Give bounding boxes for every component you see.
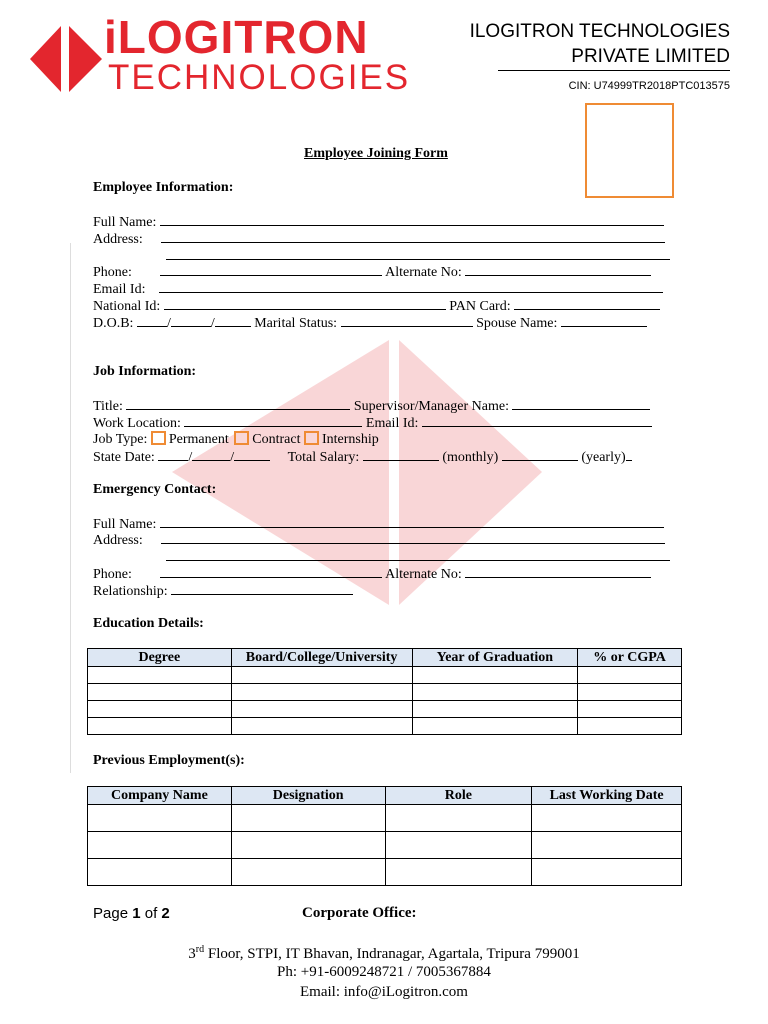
table-cell[interactable] <box>88 832 232 859</box>
job-type-row: Job Type: Permanent Contract Internship <box>93 432 379 447</box>
em-full-name-field[interactable] <box>160 515 664 528</box>
table-cell[interactable] <box>231 832 385 859</box>
table-cell[interactable] <box>88 859 232 886</box>
education-heading: Education Details: <box>93 616 204 631</box>
page-indicator: Page 1 of 2 <box>93 905 170 922</box>
employee-info-heading: Employee Information: <box>93 180 234 195</box>
yearly-salary-field[interactable] <box>502 448 578 461</box>
table-cell[interactable] <box>88 718 232 735</box>
full-name-row: Full Name: <box>93 213 664 231</box>
table-cell[interactable] <box>532 859 682 886</box>
table-row <box>88 684 682 701</box>
relationship-row: Relationship: <box>93 582 353 600</box>
table-cell[interactable] <box>412 701 578 718</box>
education-table <box>87 648 682 735</box>
table-cell[interactable] <box>532 805 682 832</box>
phone-field[interactable] <box>160 263 382 276</box>
col-degree: Degree <box>88 649 232 667</box>
office-phone: Ph: +91-6009248721 / 7005367884 <box>277 964 491 980</box>
table-cell[interactable] <box>578 718 682 735</box>
col-year: Year of Graduation <box>412 649 578 667</box>
emergency-heading: Emergency Contact: <box>93 482 217 497</box>
em-alternate-no-field[interactable] <box>465 565 651 578</box>
address-field-2[interactable] <box>166 247 670 260</box>
company-name-line2: PRIVATE LIMITED <box>571 46 730 67</box>
checkbox-permanent[interactable] <box>151 431 166 445</box>
table-cell[interactable] <box>231 667 412 684</box>
col-role: Role <box>385 787 532 805</box>
dob-month-field[interactable] <box>171 314 211 327</box>
col-cgpa: % or CGPA <box>578 649 682 667</box>
table-row <box>88 667 682 684</box>
table-row <box>88 859 682 886</box>
col-board: Board/College/University <box>231 649 412 667</box>
table-row <box>88 718 682 735</box>
table-cell[interactable] <box>88 805 232 832</box>
em-phone-row: Phone: Alternate No: <box>93 565 651 583</box>
em-address-field-1[interactable] <box>161 531 665 544</box>
col-company: Company Name <box>88 787 232 805</box>
table-cell[interactable] <box>231 805 385 832</box>
table-cell[interactable] <box>385 859 532 886</box>
brand-subtitle: TECHNOLOGIES <box>108 58 411 97</box>
table-row <box>88 832 682 859</box>
table-header-row <box>88 649 682 667</box>
national-id-row: National Id: PAN Card: <box>93 297 660 315</box>
company-name-line1: ILOGITRON TECHNOLOGIES <box>469 21 730 42</box>
table-cell[interactable] <box>231 718 412 735</box>
checkbox-contract[interactable] <box>234 431 249 445</box>
table-cell[interactable] <box>412 684 578 701</box>
em-address-field-2[interactable] <box>166 548 670 561</box>
table-cell[interactable] <box>88 701 232 718</box>
table-cell[interactable] <box>231 859 385 886</box>
table-cell[interactable] <box>578 684 682 701</box>
job-title-field[interactable] <box>126 397 350 410</box>
alternate-no-field[interactable] <box>465 263 651 276</box>
em-full-name-row: Full Name: <box>93 515 664 533</box>
national-id-field[interactable] <box>164 297 446 310</box>
col-designation: Designation <box>231 787 385 805</box>
job-title-row: Title: Supervisor/Manager Name: <box>93 397 650 415</box>
dob-day-field[interactable] <box>137 314 167 327</box>
relationship-field[interactable] <box>171 582 353 595</box>
email-row: Email Id: <box>93 280 663 298</box>
checkbox-internship[interactable] <box>304 431 319 445</box>
phone-row: Phone: Alternate No: <box>93 263 651 281</box>
start-month-field[interactable] <box>192 448 230 461</box>
office-address: 3rd Floor, STPI, IT Bhavan, Indranagar, Agartala, Tripura 799001 <box>188 944 580 962</box>
start-day-field[interactable] <box>158 448 188 461</box>
table-cell[interactable] <box>231 684 412 701</box>
margin-line <box>70 243 71 773</box>
supervisor-field[interactable] <box>512 397 650 410</box>
photo-placeholder <box>585 103 674 198</box>
table-cell[interactable] <box>88 667 232 684</box>
address-field-1[interactable] <box>161 230 665 243</box>
start-year-field[interactable] <box>234 448 270 461</box>
employment-heading: Previous Employment(s): <box>93 753 245 768</box>
brand-name: iLOGITRON <box>104 11 369 63</box>
em-address-row: Address: <box>93 531 665 549</box>
table-header-row <box>88 787 682 805</box>
table-cell[interactable] <box>412 667 578 684</box>
logo-diamond-icon <box>28 24 104 94</box>
email-field[interactable] <box>159 280 663 293</box>
work-location-field[interactable] <box>184 414 362 427</box>
monthly-salary-field[interactable] <box>363 448 439 461</box>
full-name-field[interactable] <box>160 213 664 226</box>
pan-card-field[interactable] <box>514 297 660 310</box>
address-row: Address: <box>93 230 665 248</box>
work-location-row: Work Location: Email Id: <box>93 414 652 432</box>
spouse-name-field[interactable] <box>561 314 647 327</box>
em-phone-field[interactable] <box>160 565 382 578</box>
em-address-row-2 <box>166 548 670 566</box>
office-email[interactable]: Email: info@iLogitron.com <box>300 984 468 1000</box>
table-row <box>88 701 682 718</box>
table-cell[interactable] <box>385 832 532 859</box>
form-title: Employee Joining Form <box>304 146 448 161</box>
table-cell[interactable] <box>412 718 578 735</box>
dob-row: D.O.B: / / Marital Status: Spouse Name: <box>93 314 647 332</box>
office-label: Corporate Office: <box>302 905 417 921</box>
dob-year-field[interactable] <box>215 314 251 327</box>
start-date-row: State Date: / / Total Salary: (monthly) (yearly) <box>93 448 632 466</box>
col-last-date: Last Working Date <box>532 787 682 805</box>
table-cell[interactable] <box>578 701 682 718</box>
table-cell[interactable] <box>231 701 412 718</box>
employment-table <box>87 786 682 886</box>
table-cell[interactable] <box>532 832 682 859</box>
marital-status-field[interactable] <box>341 314 473 327</box>
cin-number: CIN: U74999TR2018PTC013575 <box>568 80 730 92</box>
table-row <box>88 805 682 832</box>
table-cell[interactable] <box>88 684 232 701</box>
company-divider <box>498 70 730 71</box>
table-cell[interactable] <box>578 667 682 684</box>
job-email-field[interactable] <box>422 414 652 427</box>
table-cell[interactable] <box>385 805 532 832</box>
job-info-heading: Job Information: <box>93 364 197 379</box>
